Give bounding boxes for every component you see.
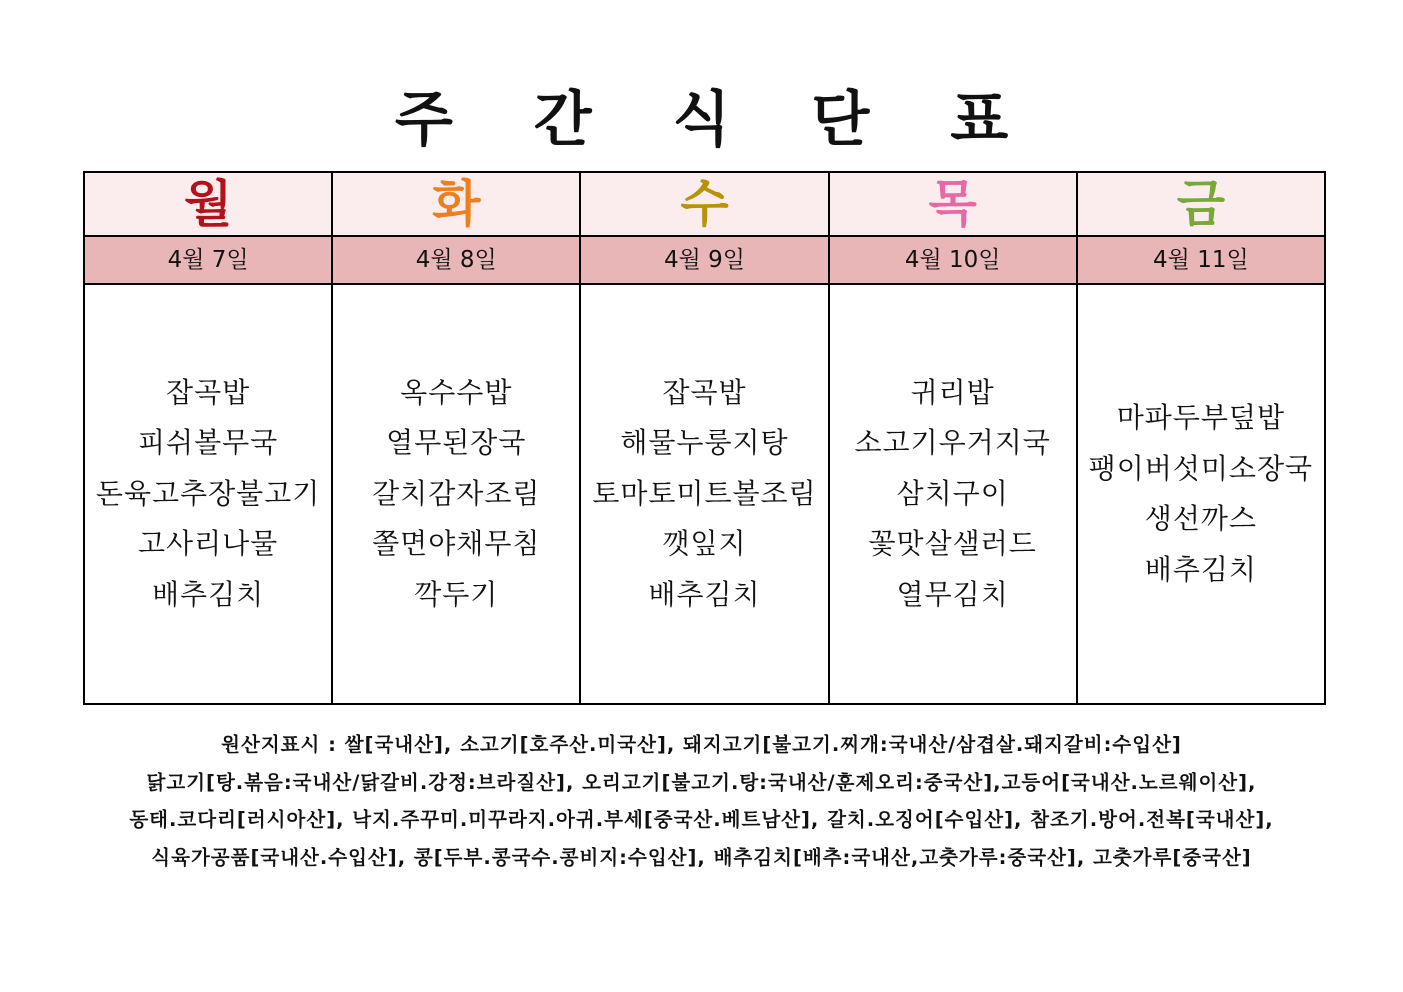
menu-cell-wed: [580, 284, 828, 704]
menu-item: 팽이버섯미소장국: [1088, 451, 1314, 485]
page-title: 주 간 식 단 표: [394, 85, 1039, 155]
date-thu: 4월 10일: [829, 236, 1077, 284]
menu-item: 옥수수밥: [400, 375, 513, 409]
origin-notice: [60, 726, 1343, 876]
menu-item: 열무된장국: [386, 426, 527, 460]
date-mon: 4월 7일: [84, 236, 332, 284]
menu-list-fri: [1078, 393, 1324, 595]
menu-cell-mon: [84, 284, 332, 704]
date-fri: 4월 11일: [1077, 236, 1325, 284]
day-header-mon: 월: [84, 172, 332, 236]
menu-list-mon: [85, 368, 331, 621]
menu-item: 깻잎지: [662, 527, 747, 561]
date-tue: 4월 8일: [332, 236, 580, 284]
menu-cell-tue: [332, 284, 580, 704]
menu-item: 해물누룽지탕: [620, 426, 789, 460]
day-header-thu: 목: [829, 172, 1077, 236]
day-header-tue: 화: [332, 172, 580, 236]
menu-item: 꽃맛살샐러드: [868, 527, 1037, 561]
origin-line: 닭고기[탕.볶음:국내산/닭갈비.강정:브라질산], 오리고기[불고기.탕:국내산/훈제오리:중국산],고등어[국내산.노르웨이산],: [146, 770, 1257, 794]
menu-item: 갈치감자조림: [372, 476, 541, 510]
menu-item: 귀리밥: [910, 375, 995, 409]
menu-item: 배추김치: [648, 577, 761, 611]
menu-item: 소고기우거지국: [854, 426, 1051, 460]
day-header-wed: 수: [580, 172, 828, 236]
menu-item: 잡곡밥: [662, 375, 747, 409]
menu-item: 열무김치: [896, 577, 1009, 611]
menu-list-tue: [333, 368, 579, 621]
origin-line: 식육가공품[국내산.수입산], 콩[두부.콩국수.콩비지:수입산], 배추김치[배추:국내산,고춧가루:중국산], 고춧가루[중국산]: [151, 845, 1252, 869]
menu-item: 배추김치: [1144, 552, 1257, 586]
origin-line: 원산지표시 : 쌀[국내산], 소고기[호주산.미국산], 돼지고기[불고기.찌개:국내산/삼겹살.돼지갈비:수입산]: [221, 733, 1182, 756]
weekly-menu-table: [83, 171, 1326, 705]
menu-item: 돈육고추장불고기: [95, 476, 321, 510]
menu-cell-fri: [1077, 284, 1325, 704]
menu-item: 피쉬볼무국: [137, 426, 279, 460]
date-row: [84, 236, 1325, 284]
menu-item: 고사리나물: [137, 527, 279, 561]
origin-line: 동태.코다리[러시아산], 낙지.주꾸미.미꾸라지.아귀.부세[중국산.베트남산], 갈치.오징어[수입산], 참조기.방어.전복[국내산],: [129, 808, 1274, 831]
menu-item: 잡곡밥: [166, 375, 251, 409]
date-wed: 4월 9일: [580, 236, 828, 284]
menu-list-thu: [830, 368, 1076, 621]
menu-items-row: [84, 284, 1325, 704]
day-header-fri: 금: [1077, 172, 1325, 236]
menu-item: 깍두기: [414, 577, 499, 611]
menu-item: 쫄면야채무침: [372, 527, 541, 561]
menu-item: 마파두부덮밥: [1116, 401, 1286, 434]
menu-item: 생선까스: [1144, 502, 1257, 535]
menu-list-wed: [581, 368, 827, 621]
menu-item: 배추김치: [151, 577, 265, 611]
menu-cell-thu: [829, 284, 1077, 704]
weekday-header-row: [84, 172, 1325, 236]
menu-item: 삼치구이: [896, 476, 1009, 510]
menu-item: 토마토미트볼조림: [592, 476, 817, 510]
